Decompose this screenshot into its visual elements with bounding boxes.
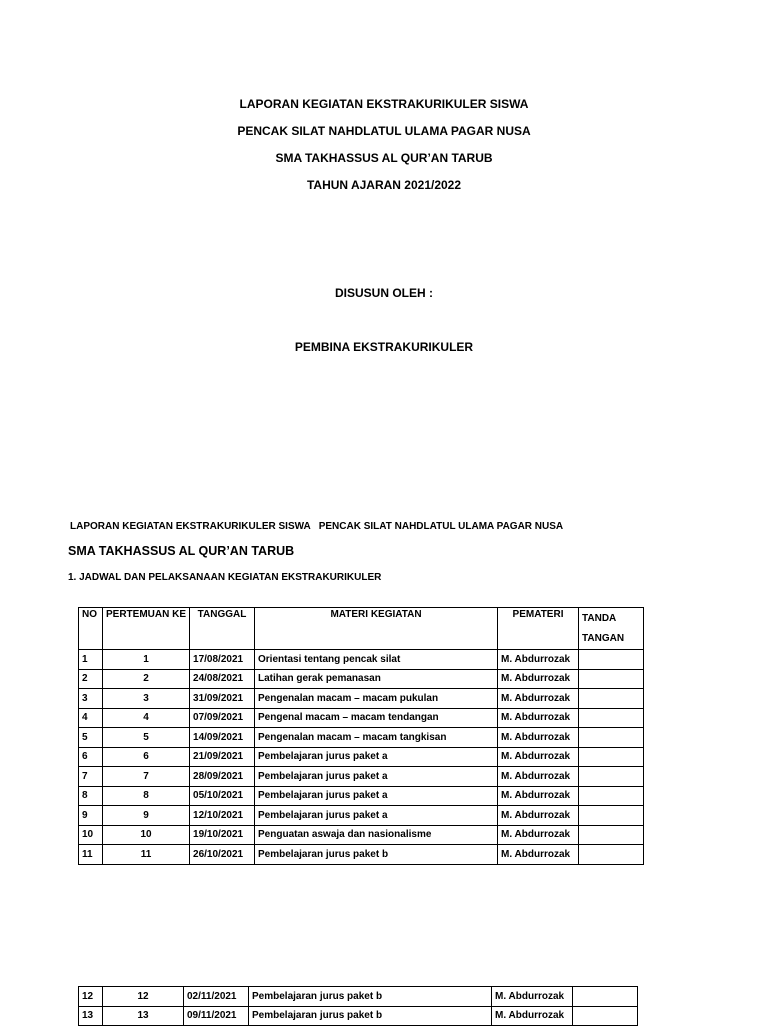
cell-tanggal: 24/08/2021 [190, 669, 255, 689]
cell-materi: Pembelajaran jurus paket a [255, 767, 498, 787]
cell-no: 12 [79, 987, 103, 1007]
column-header-materi: MATERI KEGIATAN [255, 608, 498, 650]
cell-pemateri: M. Abdurrozak [492, 1006, 573, 1026]
cell-no: 11 [79, 845, 103, 865]
cell-pemateri: M. Abdurrozak [492, 987, 573, 1007]
cell-materi: Pembelajaran jurus paket b [255, 845, 498, 865]
cell-tanda-tangan [573, 987, 638, 1007]
cell-pertemuan: 12 [103, 987, 184, 1007]
cell-tanda-tangan [579, 747, 644, 767]
cell-tanggal: 26/10/2021 [190, 845, 255, 865]
cell-pemateri: M. Abdurrozak [498, 747, 579, 767]
cell-pemateri: M. Abdurrozak [498, 728, 579, 748]
cell-tanda-tangan [579, 767, 644, 787]
cell-tanggal: 21/09/2021 [190, 747, 255, 767]
cell-pertemuan: 10 [103, 825, 190, 845]
schedule-table-continued [78, 986, 638, 1026]
cell-no: 1 [79, 650, 103, 670]
cell-materi: Pengenalan macam – macam pukulan [255, 689, 498, 709]
cell-pertemuan: 4 [103, 708, 190, 728]
cell-no: 13 [79, 1006, 103, 1026]
cell-pemateri: M. Abdurrozak [498, 650, 579, 670]
cell-pemateri: M. Abdurrozak [498, 669, 579, 689]
cell-tanda-tangan [579, 708, 644, 728]
cell-materi: Orientasi tentang pencak silat [255, 650, 498, 670]
section-heading: 1. JADWAL DAN PELAKSANAAN KEGIATAN EKSTRAKURIKULER [68, 572, 382, 583]
report-school-name: SMA TAKHASSUS AL QUR’AN TARUB [68, 544, 295, 558]
cell-materi: Pengenalan macam – macam tangkisan [255, 728, 498, 748]
cell-tanggal: 14/09/2021 [190, 728, 255, 748]
cell-no: 7 [79, 767, 103, 787]
cell-materi: Pembelajaran jurus paket a [255, 806, 498, 826]
table-row [79, 845, 644, 865]
cell-pemateri: M. Abdurrozak [498, 786, 579, 806]
column-header-pemateri: PEMATERI [498, 608, 579, 650]
cell-materi: Penguatan aswaja dan nasionalisme [255, 825, 498, 845]
cell-tanggal: 17/08/2021 [190, 650, 255, 670]
table-row [79, 1006, 638, 1026]
cell-no: 3 [79, 689, 103, 709]
column-header-tanda: TANDA [582, 613, 617, 624]
cell-tanggal: 02/11/2021 [184, 987, 249, 1007]
cell-pertemuan: 3 [103, 689, 190, 709]
cell-pemateri: M. Abdurrozak [498, 767, 579, 787]
cell-no: 10 [79, 825, 103, 845]
cell-tanggal: 05/10/2021 [190, 786, 255, 806]
table-row [79, 987, 638, 1007]
table-row [79, 747, 644, 767]
cell-pertemuan: 1 [103, 650, 190, 670]
cell-no: 5 [79, 728, 103, 748]
cell-tanda-tangan [579, 825, 644, 845]
cell-materi: Pembelajaran jurus paket b [249, 1006, 492, 1026]
cell-pertemuan: 7 [103, 767, 190, 787]
cell-tanggal: 28/09/2021 [190, 767, 255, 787]
cell-tanda-tangan [579, 806, 644, 826]
cell-tanda-tangan [579, 689, 644, 709]
column-header-pertemuan: PERTEMUAN KE [103, 608, 190, 650]
cell-tanda-tangan [579, 786, 644, 806]
cell-no: 6 [79, 747, 103, 767]
cover-title-line-1: LAPORAN KEGIATAN EKSTRAKURIKULER SISWA [239, 97, 529, 111]
cell-pertemuan: 13 [103, 1006, 184, 1026]
cover-title-line-2: PENCAK SILAT NAHDLATUL ULAMA PAGAR NUSA [237, 124, 531, 138]
cell-materi: Pembelajaran jurus paket b [249, 987, 492, 1007]
cover-title-line-4: TAHUN AJARAN 2021/2022 [306, 178, 462, 192]
cell-tanggal: 07/09/2021 [190, 708, 255, 728]
cell-pertemuan: 2 [103, 669, 190, 689]
table-row [79, 650, 644, 670]
cell-pemateri: M. Abdurrozak [498, 806, 579, 826]
table-row [79, 728, 644, 748]
table-row [79, 689, 644, 709]
table-row [79, 786, 644, 806]
cell-pertemuan: 6 [103, 747, 190, 767]
table-row [79, 767, 644, 787]
table-row [79, 669, 644, 689]
cell-no: 8 [79, 786, 103, 806]
column-header-tanggal: TANGGAL [190, 608, 255, 650]
cell-pertemuan: 9 [103, 806, 190, 826]
column-header-tanda-tangan [579, 608, 644, 650]
cell-pertemuan: 11 [103, 845, 190, 865]
cell-tanda-tangan [579, 728, 644, 748]
cell-pertemuan: 8 [103, 786, 190, 806]
report-header-line: LAPORAN KEGIATAN EKSTRAKURIKULER SISWA PENCAK SILAT NAHDLATUL ULAMA PAGAR NUSA [70, 521, 564, 532]
cover-title-line-3: SMA TAKHASSUS AL QUR’AN TARUB [275, 151, 493, 165]
cell-tanda-tangan [579, 845, 644, 865]
table-row [79, 708, 644, 728]
cell-pemateri: M. Abdurrozak [498, 708, 579, 728]
table-row [79, 806, 644, 826]
cell-pemateri: M. Abdurrozak [498, 845, 579, 865]
column-header-no: NO [79, 608, 103, 650]
cell-no: 2 [79, 669, 103, 689]
cell-tanggal: 09/11/2021 [184, 1006, 249, 1026]
cell-no: 4 [79, 708, 103, 728]
cell-tanda-tangan [573, 1006, 638, 1026]
cell-no: 9 [79, 806, 103, 826]
cell-tanda-tangan [579, 669, 644, 689]
cover-disusun-oleh: DISUSUN OLEH : [334, 286, 433, 300]
cell-tanggal: 19/10/2021 [190, 825, 255, 845]
cell-materi: Pengenal macam – macam tendangan [255, 708, 498, 728]
cell-materi: Pembelajaran jurus paket a [255, 786, 498, 806]
cell-tanggal: 12/10/2021 [190, 806, 255, 826]
cover-pembina: PEMBINA EKSTRAKURIKULER [294, 340, 474, 354]
table-row [79, 825, 644, 845]
cell-materi: Latihan gerak pemanasan [255, 669, 498, 689]
cell-pertemuan: 5 [103, 728, 190, 748]
column-header-tangan: TANGAN [582, 633, 625, 644]
schedule-table [78, 607, 644, 865]
table-header-row [79, 608, 644, 650]
cell-pemateri: M. Abdurrozak [498, 825, 579, 845]
cell-pemateri: M. Abdurrozak [498, 689, 579, 709]
cell-tanggal: 31/09/2021 [190, 689, 255, 709]
cell-materi: Pembelajaran jurus paket a [255, 747, 498, 767]
cell-tanda-tangan [579, 650, 644, 670]
